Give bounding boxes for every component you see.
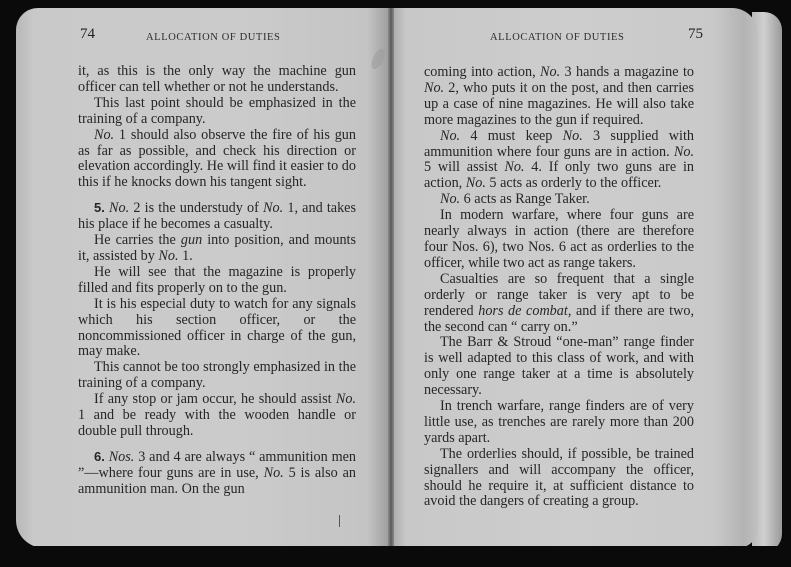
paragraph: No. 1 should also observe the fire of his gun as far as possible, and check his direction or elevation accordingly. He will find it easier to do this if he knocks down his tangent sight. <box>78 126 356 191</box>
paragraph: He will see that the magazine is properly filled and fits properly on to the gun. <box>78 263 356 296</box>
paragraph: coming into action, No. 3 hands a magazine to No. 2, who puts it on the post, and then carries up a case of nine magazines. He will also take more magazines to the gun if required. <box>424 64 694 128</box>
left-page-number: 74 <box>80 26 95 42</box>
paragraph: The Barr & Stroud “one-man” range finder is well adapted to this class of work, and with only one range taker at a time is absolutely necessary. <box>424 334 694 399</box>
right-page-body <box>424 65 694 510</box>
paragraph: This last point should be emphasized in the training of a company. <box>78 94 356 127</box>
paragraph: it, as this is the only way the machine gun officer can tell whether or not he understands. <box>78 63 356 95</box>
paragraph: Casualties are so frequent that a single orderly or range taker is very apt to be rendered hors de combat, and if there are two, the second can “ carry on.” <box>424 270 695 335</box>
left-page-body <box>78 64 356 498</box>
paragraph: No. 6 acts as Range Taker. <box>440 191 590 208</box>
book-gutter <box>388 8 394 548</box>
paragraph: In trench warfare, range finders are of very little use, as trenches are rarely more than 200 yards apart. <box>424 398 694 446</box>
paragraph: The orderlies should, if possible, be trained signallers and will accompany the officer, should he require it, at sufficient distance to avoid the dangers of creating a group. <box>424 445 694 510</box>
paragraph: He carries the gun into position, and mounts it, assisted by No. 1. <box>78 232 357 264</box>
paragraph: In modern warfare, where four guns are nearly always in action (there are therefore four Nos. 6), two Nos. 6 act as orderlies to the officer, while two act as range takers. <box>424 207 694 271</box>
right-page-number: 75 <box>688 26 703 42</box>
paragraph: 5. No. 2 is the understudy of No. 1, and takes his place if he becomes a casualty. <box>78 200 356 233</box>
paragraph: 6. Nos. 3 and 4 are always “ ammunition men ”—where four guns are in use, No. 5 is also an ammunition man. On the gun <box>78 448 356 497</box>
right-running-head: ALLOCATION OF DUTIES <box>490 32 625 43</box>
background-shadow <box>0 546 791 567</box>
page-mark <box>339 515 340 527</box>
paragraph: This cannot be too strongly emphasized in the training of a company. <box>78 359 356 392</box>
left-running-head: ALLOCATION OF DUTIES <box>146 32 281 43</box>
paragraph: If any stop or jam occur, he should assist No. 1 and be ready with the wooden handle or double pull through. <box>78 391 356 439</box>
paragraph: It is his especial duty to watch for any signals which his section officer, or the noncommissioned officer in charge of the gun, may make. <box>78 295 356 360</box>
paragraph: No. 4 must keep No. 3 supplied with ammunition where four guns are in action. No. 5 will assist No. 4. If only two guns are in action, No. 5 acts as orderly to the officer. <box>424 127 694 192</box>
